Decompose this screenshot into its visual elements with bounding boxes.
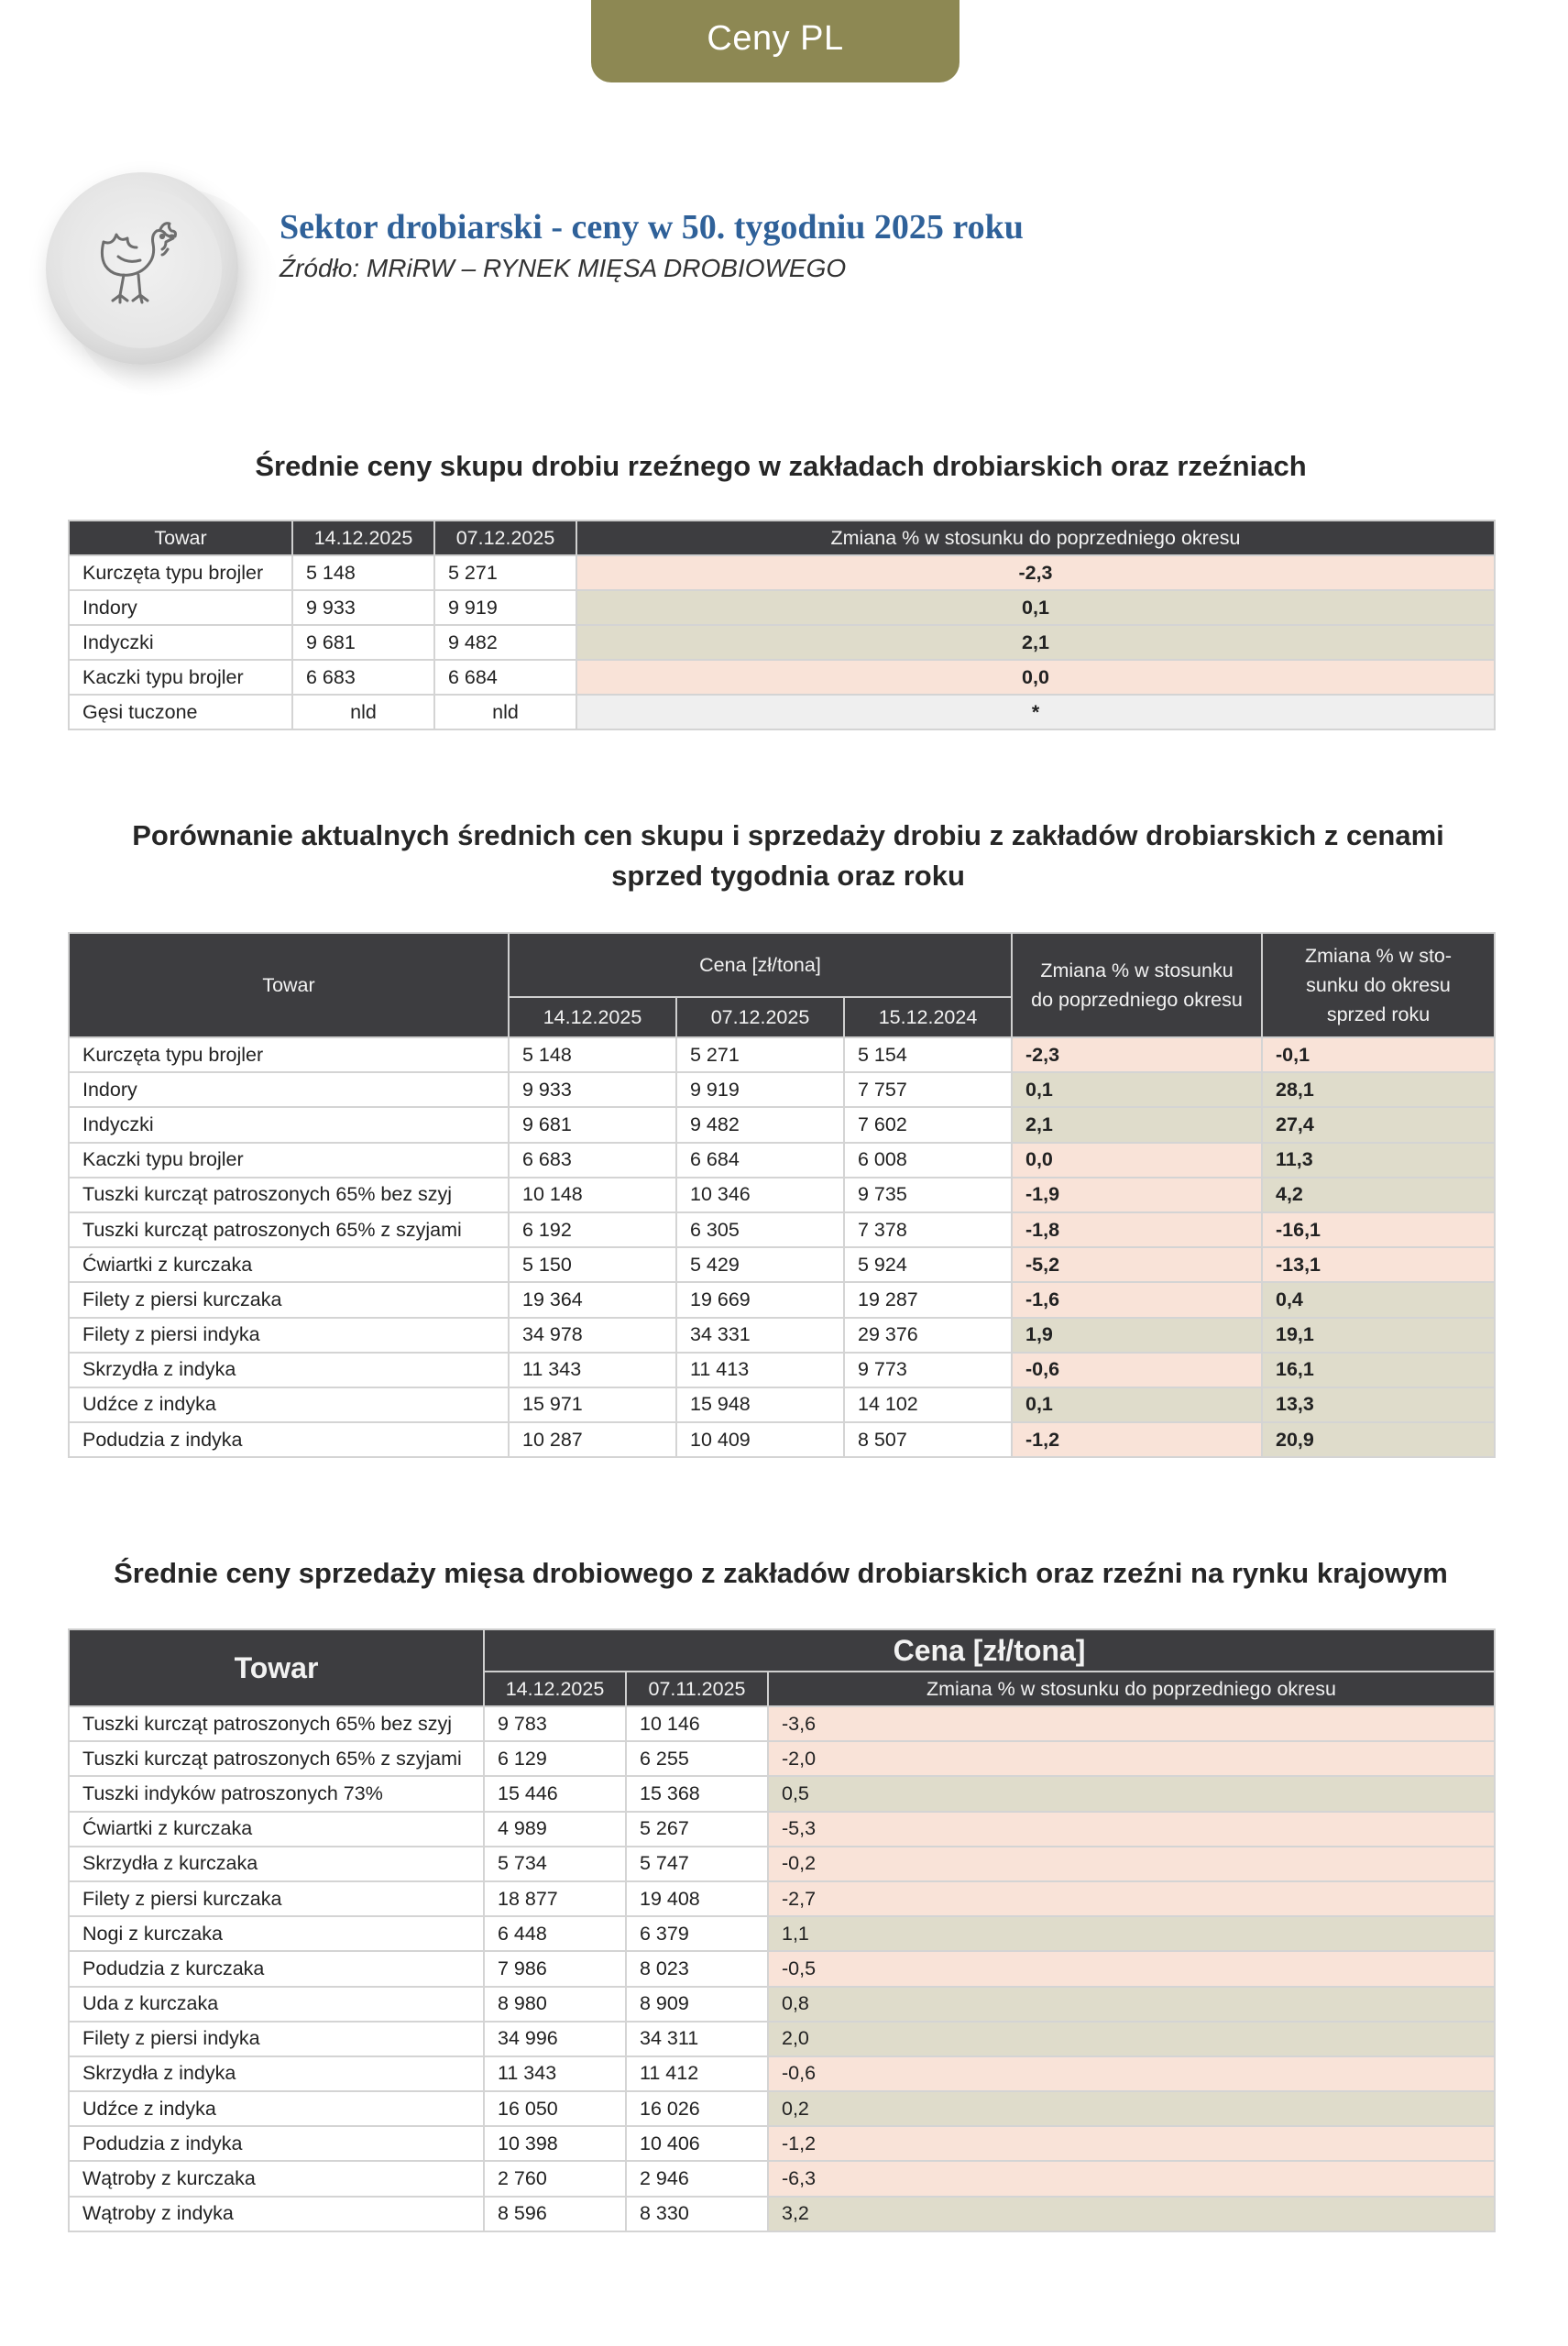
table-row xyxy=(69,1143,1495,1178)
column-header-change-prev: Zmiana % w stosunku do poprzedniego okresu xyxy=(1012,933,1262,1037)
table-cell: Skrzydła z indyka xyxy=(69,1353,509,1387)
table3-heading: Średnie ceny sprzedaży mięsa drobiowego z zakładów drobiarskich oraz rzeźni na rynku krajowym xyxy=(114,1557,1448,1589)
table-cell: * xyxy=(576,695,1495,729)
table-cell: 8 023 xyxy=(626,1951,768,1986)
column-header-price: Cena [zł/tona] xyxy=(509,933,1012,997)
table-cell: 13,3 xyxy=(1262,1387,1495,1422)
table-cell: 10 398 xyxy=(484,2126,626,2161)
table-cell: -1,6 xyxy=(1012,1282,1262,1317)
table-cell: 0,1 xyxy=(1012,1387,1262,1422)
table-cell: Indory xyxy=(69,590,292,625)
table-cell: 14 102 xyxy=(844,1387,1012,1422)
table-row xyxy=(69,1037,1495,1072)
table-cell: -2,0 xyxy=(768,1741,1495,1776)
table-cell: 6 379 xyxy=(626,1916,768,1951)
table-cell: 9 482 xyxy=(676,1107,844,1142)
column-header: 07.12.2025 xyxy=(434,521,576,555)
table-row xyxy=(69,590,1495,625)
sales-prices-table xyxy=(68,1628,1496,2232)
table-cell: Wątroby z kurczaka xyxy=(69,2161,484,2196)
table-cell: Kurczęta typu brojler xyxy=(69,1037,509,1072)
table-cell: 9 933 xyxy=(509,1072,676,1107)
table-cell: -2,3 xyxy=(1012,1037,1262,1072)
table-cell: 8 909 xyxy=(626,1987,768,2022)
column-header-date: 15.12.2024 xyxy=(844,997,1012,1037)
table-cell: 6 129 xyxy=(484,1741,626,1776)
table-cell: 34 996 xyxy=(484,2022,626,2056)
table-cell: 6 192 xyxy=(509,1212,676,1247)
table-cell: Podudzia z indyka xyxy=(69,1422,509,1457)
table-row xyxy=(69,555,1495,590)
table-cell: Filety z piersi kurczaka xyxy=(69,1881,484,1916)
table-cell: 9 735 xyxy=(844,1178,1012,1212)
table-cell: 7 378 xyxy=(844,1212,1012,1247)
table-cell: Filety z piersi kurczaka xyxy=(69,1282,509,1317)
table-row xyxy=(69,1072,1495,1107)
table-cell: 10 287 xyxy=(509,1422,676,1457)
page-title: Sektor drobiarski - ceny w 50. tygodniu 2025 roku xyxy=(280,208,1024,247)
table-cell: -0,6 xyxy=(1012,1353,1262,1387)
table-row xyxy=(69,1881,1495,1916)
table-row xyxy=(69,1987,1495,2022)
table-cell: 6 683 xyxy=(509,1143,676,1178)
table-cell: Tuszki indyków patroszonych 73% xyxy=(69,1776,484,1811)
table-cell: 5 271 xyxy=(676,1037,844,1072)
table-cell: 8 980 xyxy=(484,1987,626,2022)
table-cell: 2,1 xyxy=(576,625,1495,660)
column-header-change-year: Zmiana % w sto-sunku do okresu sprzed roku xyxy=(1262,933,1495,1037)
table-cell: 2,0 xyxy=(768,2022,1495,2056)
table-cell: Nogi z kurczaka xyxy=(69,1916,484,1951)
table-cell: 19,1 xyxy=(1262,1318,1495,1353)
table-cell: 9 919 xyxy=(676,1072,844,1107)
table-cell: 8 330 xyxy=(626,2197,768,2231)
table-cell: -2,3 xyxy=(576,555,1495,590)
table-cell: Filety z piersi indyka xyxy=(69,2022,484,2056)
table-cell: 5 150 xyxy=(509,1247,676,1282)
column-header-date: 07.11.2025 xyxy=(626,1672,768,1706)
table-cell: 5 924 xyxy=(844,1247,1012,1282)
column-header-change: Zmiana % w stosunku do poprzedniego okresu xyxy=(768,1672,1495,1706)
table-cell: -16,1 xyxy=(1262,1212,1495,1247)
table-cell: 0,1 xyxy=(576,590,1495,625)
table-row xyxy=(69,1706,1495,1741)
table-cell: 6 684 xyxy=(434,660,576,695)
table-cell: 0,1 xyxy=(1012,1072,1262,1107)
table-cell: Podudzia z kurczaka xyxy=(69,1951,484,1986)
table2-heading: Porównanie aktualnych średnich cen skupu i sprzedaży drobiu z zakładów drobiarskich z cenami sprzed tygodnia oraz roku xyxy=(132,819,1444,892)
table-cell: 9 482 xyxy=(434,625,576,660)
table-row xyxy=(69,1741,1495,1776)
table-cell: 5 154 xyxy=(844,1037,1012,1072)
table-cell: 11 413 xyxy=(676,1353,844,1387)
table-cell: -0,2 xyxy=(768,1847,1495,1881)
table-cell: 27,4 xyxy=(1262,1107,1495,1142)
table-cell: -13,1 xyxy=(1262,1247,1495,1282)
table-cell: 19 408 xyxy=(626,1881,768,1916)
table-cell: 34 331 xyxy=(676,1318,844,1353)
table-row xyxy=(69,1318,1495,1353)
table-row xyxy=(69,1422,1495,1457)
table-cell: 6 305 xyxy=(676,1212,844,1247)
table-cell: 9 933 xyxy=(292,590,434,625)
table-cell: 10 346 xyxy=(676,1178,844,1212)
table-cell: 2 946 xyxy=(626,2161,768,2196)
table-cell: 15 971 xyxy=(509,1387,676,1422)
table-cell: 34 978 xyxy=(509,1318,676,1353)
table-cell: -3,6 xyxy=(768,1706,1495,1741)
table-cell: Tuszki kurcząt patroszonych 65% z szyjami xyxy=(69,1741,484,1776)
table-cell: Ćwiartki z kurczaka xyxy=(69,1247,509,1282)
table-row xyxy=(69,2022,1495,2056)
table-cell: 5 271 xyxy=(434,555,576,590)
table-cell: 5 148 xyxy=(509,1037,676,1072)
table-cell: 0,4 xyxy=(1262,1282,1495,1317)
table-row xyxy=(69,1847,1495,1881)
table-cell: 8 507 xyxy=(844,1422,1012,1457)
table-row xyxy=(69,1212,1495,1247)
table-row xyxy=(69,1353,1495,1387)
table-cell: Skrzydła z kurczaka xyxy=(69,1847,484,1881)
table-row xyxy=(69,1812,1495,1847)
column-header-towar: Towar xyxy=(69,1629,484,1706)
table-cell: 0,2 xyxy=(768,2091,1495,2126)
column-header: 14.12.2025 xyxy=(292,521,434,555)
table-cell: 11 412 xyxy=(626,2056,768,2091)
table-cell: 28,1 xyxy=(1262,1072,1495,1107)
table-cell: 7 757 xyxy=(844,1072,1012,1107)
table-cell: Udźce z indyka xyxy=(69,2091,484,2126)
table-cell: nld xyxy=(292,695,434,729)
table-cell: 6 255 xyxy=(626,1741,768,1776)
table-row xyxy=(69,1107,1495,1142)
table-cell: 18 877 xyxy=(484,1881,626,1916)
table-row xyxy=(69,660,1495,695)
table-cell: 29 376 xyxy=(844,1318,1012,1353)
table-cell: Tuszki kurcząt patroszonych 65% z szyjami xyxy=(69,1212,509,1247)
price-comparison-table xyxy=(68,932,1496,1458)
table-cell: Tuszki kurcząt patroszonych 65% bez szyj xyxy=(69,1178,509,1212)
table-cell: 1,1 xyxy=(768,1916,1495,1951)
table-cell: 6 684 xyxy=(676,1143,844,1178)
table-cell: 19 287 xyxy=(844,1282,1012,1317)
table-cell: 16 026 xyxy=(626,2091,768,2126)
table-cell: 16,1 xyxy=(1262,1353,1495,1387)
table-cell: 5 429 xyxy=(676,1247,844,1282)
table-row xyxy=(69,1387,1495,1422)
table-cell: -1,8 xyxy=(1012,1212,1262,1247)
table-cell: 8 596 xyxy=(484,2197,626,2231)
table-cell: -0,6 xyxy=(768,2056,1495,2091)
table-cell: -6,3 xyxy=(768,2161,1495,2196)
table-row xyxy=(69,1776,1495,1811)
table-row xyxy=(69,1282,1495,1317)
table-cell: 15 948 xyxy=(676,1387,844,1422)
table-cell: 2,1 xyxy=(1012,1107,1262,1142)
column-header-date: 14.12.2025 xyxy=(509,997,676,1037)
table-cell: 11,3 xyxy=(1262,1143,1495,1178)
table-cell: -1,9 xyxy=(1012,1178,1262,1212)
table-row xyxy=(69,1951,1495,1986)
table-cell: Skrzydła z indyka xyxy=(69,2056,484,2091)
table-cell: -2,7 xyxy=(768,1881,1495,1916)
table-cell: Filety z piersi indyka xyxy=(69,1318,509,1353)
table-cell: -0,5 xyxy=(768,1951,1495,1986)
table-cell: 0,5 xyxy=(768,1776,1495,1811)
table-cell: Udźce z indyka xyxy=(69,1387,509,1422)
column-header: Zmiana % w stosunku do poprzedniego okresu xyxy=(576,521,1495,555)
table-cell: -5,3 xyxy=(768,1812,1495,1847)
table-row xyxy=(69,1178,1495,1212)
table-cell: 9 681 xyxy=(509,1107,676,1142)
table-cell: 11 343 xyxy=(484,2056,626,2091)
table-cell: Kurczęta typu brojler xyxy=(69,555,292,590)
table-row xyxy=(69,2161,1495,2196)
table-cell: Podudzia z indyka xyxy=(69,2126,484,2161)
table-cell: 34 311 xyxy=(626,2022,768,2056)
table-cell: Indyczki xyxy=(69,625,292,660)
table-cell: Ćwiartki z kurczaka xyxy=(69,1812,484,1847)
table-row xyxy=(69,1247,1495,1282)
table-row xyxy=(69,625,1495,660)
column-header-date: 07.12.2025 xyxy=(676,997,844,1037)
table-cell: 4,2 xyxy=(1262,1178,1495,1212)
table-cell: 9 783 xyxy=(484,1706,626,1741)
purchase-prices-table xyxy=(68,520,1496,730)
table-cell: 6 683 xyxy=(292,660,434,695)
table-cell: nld xyxy=(434,695,576,729)
table-cell: Kaczki typu brojler xyxy=(69,1143,509,1178)
table-cell: 19 669 xyxy=(676,1282,844,1317)
table-cell: Uda z kurczaka xyxy=(69,1987,484,2022)
table-cell: 3,2 xyxy=(768,2197,1495,2231)
table-cell: 10 148 xyxy=(509,1178,676,1212)
table-cell: 4 989 xyxy=(484,1812,626,1847)
table-cell: 5 267 xyxy=(626,1812,768,1847)
table-cell: 7 602 xyxy=(844,1107,1012,1142)
table-row xyxy=(69,1916,1495,1951)
table-cell: 9 919 xyxy=(434,590,576,625)
table-cell: Indyczki xyxy=(69,1107,509,1142)
table-cell: 6 008 xyxy=(844,1143,1012,1178)
poultry-badge xyxy=(46,172,238,365)
table-cell: 20,9 xyxy=(1262,1422,1495,1457)
table-row xyxy=(69,2197,1495,2231)
table-cell: -0,1 xyxy=(1262,1037,1495,1072)
table-cell: 2 760 xyxy=(484,2161,626,2196)
table-cell: 15 368 xyxy=(626,1776,768,1811)
table-cell: Gęsi tuczone xyxy=(69,695,292,729)
table-row xyxy=(69,2056,1495,2091)
table-cell: 5 747 xyxy=(626,1847,768,1881)
table-cell: 6 448 xyxy=(484,1916,626,1951)
source-note: Źródło: MRiRW – RYNEK MIĘSA DROBIOWEGO xyxy=(280,254,847,282)
column-header-date: 14.12.2025 xyxy=(484,1672,626,1706)
hen-icon xyxy=(96,216,184,319)
table-cell: Tuszki kurcząt patroszonych 65% bez szyj xyxy=(69,1706,484,1741)
table-cell: 5 148 xyxy=(292,555,434,590)
table-cell: 1,9 xyxy=(1012,1318,1262,1353)
table-cell: 10 406 xyxy=(626,2126,768,2161)
table-cell: 16 050 xyxy=(484,2091,626,2126)
table-cell: -5,2 xyxy=(1012,1247,1262,1282)
table-cell: 10 146 xyxy=(626,1706,768,1741)
column-header: Towar xyxy=(69,521,292,555)
table-cell: 0,8 xyxy=(768,1987,1495,2022)
table-row xyxy=(69,695,1495,729)
table-cell: Kaczki typu brojler xyxy=(69,660,292,695)
table-row xyxy=(69,2126,1495,2161)
section-tab: Ceny PL xyxy=(591,0,959,82)
table-cell: 10 409 xyxy=(676,1422,844,1457)
table-cell: 0,0 xyxy=(576,660,1495,695)
table-row xyxy=(69,2091,1495,2126)
table-cell: Indory xyxy=(69,1072,509,1107)
table-cell: 19 364 xyxy=(509,1282,676,1317)
table-cell: -1,2 xyxy=(1012,1422,1262,1457)
table-cell: 11 343 xyxy=(509,1353,676,1387)
column-header-price: Cena [zł/tona] xyxy=(484,1629,1495,1672)
table-cell: 9 773 xyxy=(844,1353,1012,1387)
table-cell: -1,2 xyxy=(768,2126,1495,2161)
table-cell: 0,0 xyxy=(1012,1143,1262,1178)
table-cell: Wątroby z indyka xyxy=(69,2197,484,2231)
table-cell: 7 986 xyxy=(484,1951,626,1986)
table-cell: 9 681 xyxy=(292,625,434,660)
table-cell: 15 446 xyxy=(484,1776,626,1811)
table-cell: 5 734 xyxy=(484,1847,626,1881)
table1-heading: Średnie ceny skupu drobiu rzeźnego w zakładach drobiarskich oraz rzeźniach xyxy=(255,450,1307,482)
column-header-towar: Towar xyxy=(69,933,509,1037)
